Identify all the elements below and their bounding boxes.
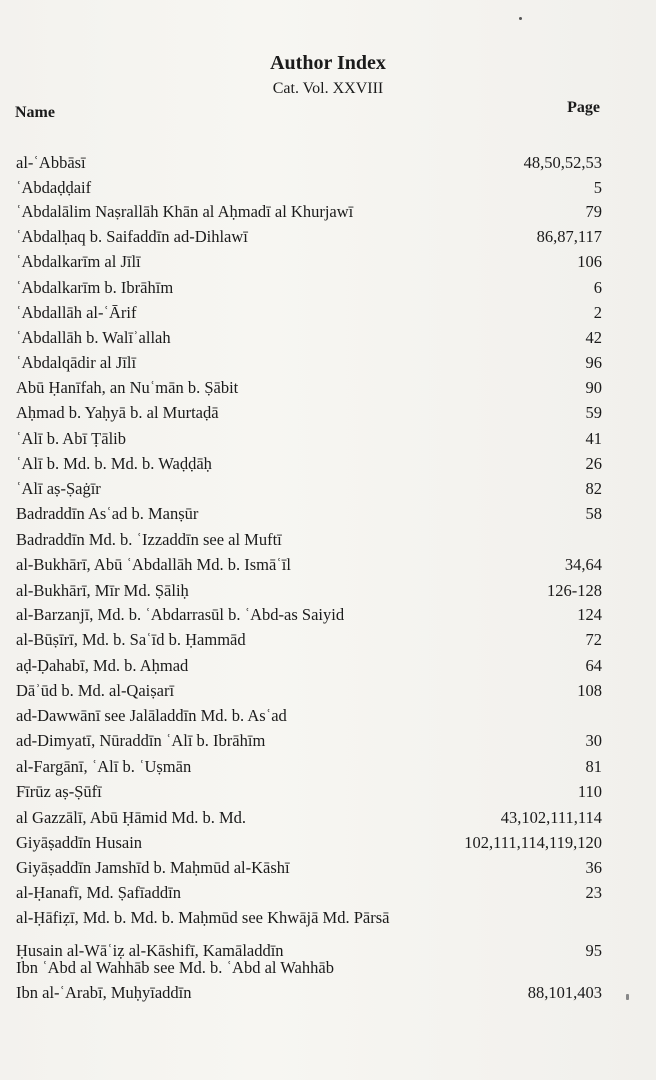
author-name: Ḥusain al-Wāʿiẓ al-Kāshifī, Kamāladdīn (16, 941, 284, 960)
page-numbers: 106 (577, 252, 602, 271)
author-name: ʿAbdalkarīm al Jīlī (16, 252, 141, 271)
index-entry (16, 152, 602, 174)
index-entry (16, 177, 602, 199)
author-name: al-Barzanjī, Md. b. ʿAbdarrasūl b. ʿAbd-as Saiyid (16, 605, 345, 624)
author-name: al-Ḥanafī, Md. Ṣafīaddīn (16, 883, 181, 902)
page-numbers: 30 (585, 731, 602, 750)
author-name: al-Fargānī, ʿAlī b. ʿUṣmān (16, 757, 192, 776)
page-numbers: 102,111,114,119,120 (464, 833, 602, 852)
index-entry (16, 655, 602, 677)
page-numbers: 110 (577, 782, 602, 801)
page-numbers: 58 (585, 504, 602, 523)
index-entry (16, 832, 602, 854)
author-name: ʿAbdalqādir al Jīlī (16, 353, 137, 372)
index-entry (16, 882, 602, 904)
page-numbers: 108 (577, 681, 602, 700)
author-name: Ibn al-ʿArabī, Muḥyīaddīn (16, 983, 192, 1002)
index-entry (16, 277, 602, 299)
index-entry (16, 857, 602, 879)
page-numbers: 81 (585, 757, 602, 776)
index-entry (16, 226, 602, 248)
author-name: al-Ḥāfiẓī, Md. b. Md. b. Maḥmūd see Khwājā Md. Pārsā (16, 908, 390, 927)
author-name: al-Bukhārī, Abū ʿAbdallāh Md. b. Ismāʿīl (16, 555, 291, 574)
author-name: ʿAbdaḍḍaif (16, 178, 92, 197)
page-numbers: 124 (577, 605, 602, 624)
author-name: ʿAlī aṣ-Ṣaġīr (16, 479, 101, 498)
page-title: Author Index (270, 52, 386, 74)
index-entry (16, 529, 602, 551)
author-name: aḍ-Ḍahabī, Md. b. Aḥmad (16, 656, 189, 675)
page-numbers: 59 (585, 403, 602, 422)
index-entry (16, 957, 602, 979)
index-entry (16, 402, 602, 424)
author-name: Fīrūz aṣ-Ṣūfī (16, 782, 102, 801)
author-name: Abū Ḥanīfah, an Nuʿmān b. Ṣābit (16, 378, 239, 397)
index-entry (16, 907, 602, 929)
page-numbers: 126-128 (547, 581, 602, 600)
author-name: al Gazzālī, Abū Ḥāmid Md. b. Md. (16, 808, 247, 827)
author-name: ʿAbdallāh b. Walīʾallah (16, 328, 171, 347)
page-numbers: 88,101,403 (527, 983, 602, 1002)
index-entry (16, 251, 602, 273)
page-subtitle: Cat. Vol. XXVIII (272, 80, 384, 97)
author-name: Aḥmad b. Yaḥyā b. al Murtaḍā (16, 403, 219, 422)
index-entry (16, 680, 602, 702)
page-numbers: 79 (585, 202, 602, 221)
index-entry (16, 201, 602, 223)
page-numbers: 95 (585, 941, 602, 960)
page-numbers: 2 (593, 303, 602, 322)
index-entry (16, 756, 602, 778)
page-numbers: 96 (585, 353, 602, 372)
index-entry (16, 580, 602, 602)
page-numbers: 23 (585, 883, 602, 902)
page-numbers: 26 (585, 454, 602, 473)
index-entry (16, 428, 602, 450)
paper-speck (626, 994, 629, 1000)
author-name: al-Bukhārī, Mīr Md. Ṣāliḥ (16, 581, 189, 600)
index-entry (16, 352, 602, 374)
author-name: ʿAbdalḥaq b. Saifaddīn ad-Dihlawī (16, 227, 248, 246)
index-entry (16, 807, 602, 829)
page-numbers: 5 (593, 178, 602, 197)
name-column-header: Name (15, 104, 55, 121)
page-numbers: 42 (585, 328, 602, 347)
author-name: ʿAbdallāh al-ʿĀrif (16, 303, 137, 322)
page-numbers: 36 (585, 858, 602, 877)
index-entry (16, 327, 602, 349)
index-entry (16, 629, 602, 651)
page-numbers: 72 (585, 630, 602, 649)
author-name: al-Būṣīrī, Md. b. Saʿīd b. Ḥammād (16, 630, 246, 649)
index-entry (16, 705, 602, 727)
page-numbers: 64 (585, 656, 602, 675)
author-name: al-ʿAbbāsī (16, 153, 86, 172)
author-name: ʿAbdalkarīm b. Ibrāhīm (16, 278, 174, 297)
page-numbers: 43,102,111,114 (500, 808, 602, 827)
index-entry (16, 730, 602, 752)
author-name: Badraddīn Asʿad b. Manṣūr (16, 504, 199, 523)
index-entry (16, 453, 602, 475)
page-numbers: 6 (593, 278, 602, 297)
index-entry (16, 982, 602, 1004)
author-name: Dāʾūd b. Md. al-Qaiṣarī (16, 681, 175, 700)
page-numbers: 34,64 (564, 555, 602, 574)
author-name: Badraddīn Md. b. ʿIzzaddīn see al Muftī (16, 530, 282, 549)
page-numbers: 86,87,117 (536, 227, 602, 246)
page-numbers: 82 (585, 479, 602, 498)
page-numbers: 41 (585, 429, 602, 448)
index-entry (16, 478, 602, 500)
author-name: ʿAlī b. Md. b. Md. b. Waḍḍāḥ (16, 454, 212, 473)
author-name: ad-Dimyatī, Nūraddīn ʿAlī b. Ibrāhīm (16, 731, 266, 750)
author-name: Giyāṣaddīn Jamshīd b. Maḥmūd al-Kāshī (16, 858, 290, 877)
index-entry (16, 377, 602, 399)
index-entry (16, 604, 602, 626)
author-name: ʿAlī b. Abī Ṭālib (16, 429, 126, 448)
author-name: ʿAbdalālim Naṣrallāh Khān al Aḥmadī al Khurjawī (16, 202, 354, 221)
page-numbers: 90 (585, 378, 602, 397)
author-name: Giyāṣaddīn Husain (16, 833, 143, 852)
index-entry (16, 781, 602, 803)
index-entry (16, 554, 602, 576)
page-numbers: 48,50,52,53 (523, 153, 602, 172)
author-name: Ibn ʿAbd al Wahhāb see Md. b. ʿAbd al Wahhāb (16, 958, 334, 977)
author-name: ad-Dawwānī see Jalāladdīn Md. b. Asʿad (16, 706, 287, 725)
index-entry (16, 503, 602, 525)
index-entry (16, 302, 602, 324)
page-column-header: Page (567, 99, 600, 116)
